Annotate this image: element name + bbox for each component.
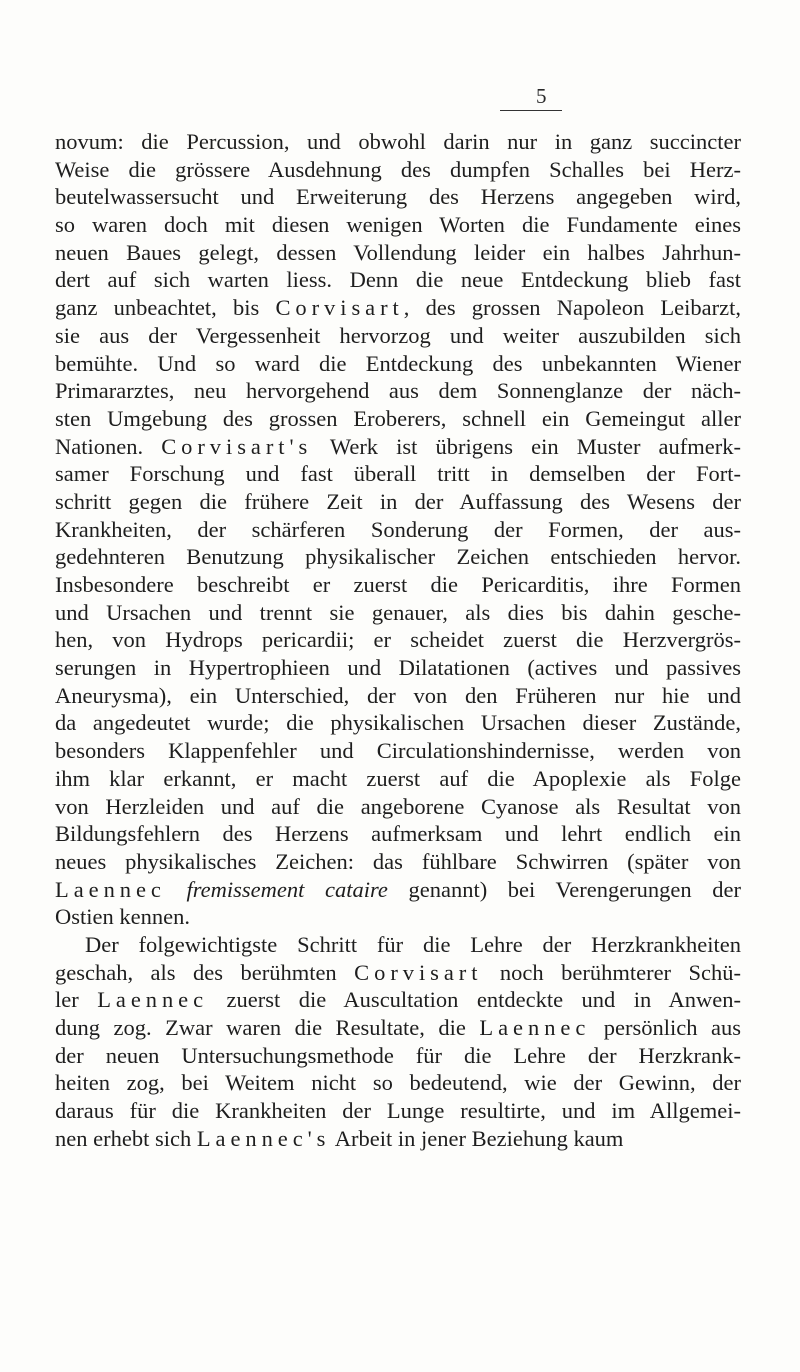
text-line xyxy=(55,1042,741,1070)
text-segment: , des grossen Napoleon Leibarzt, xyxy=(403,295,742,321)
text-line xyxy=(55,931,741,959)
person-name: Corvisart xyxy=(275,295,404,321)
text-line xyxy=(55,682,741,710)
text-segment: ganz unbeachtet, bis xyxy=(55,295,276,321)
text-segment: ihm klar erkannt, er macht zuerst auf die Apoplexie als Folge xyxy=(55,765,741,791)
text-line xyxy=(55,848,741,876)
text-segment: samer Forschung und fast überall tritt in demselben der Fort- xyxy=(55,461,741,487)
text-line xyxy=(55,793,741,821)
text-line xyxy=(55,433,741,461)
text-line xyxy=(55,654,741,682)
text-segment: heiten zog, bei Weitem nicht so bedeutend, wie der Gewinn, der xyxy=(55,1070,741,1096)
text-segment: serungen in Hypertrophieen und Dilatationen (actives und passives xyxy=(55,655,741,681)
text-line xyxy=(55,1097,741,1125)
text-segment: nen erhebt sich xyxy=(55,1125,197,1151)
text-line xyxy=(55,488,741,516)
text-segment: schritt gegen die frühere Zeit in der Auffassung des Wesens der xyxy=(55,488,741,514)
text-segment: dung zog. Zwar waren die Resultate, die xyxy=(55,1015,480,1040)
text-line xyxy=(55,266,741,294)
text-segment: Bildungsfehlern des Herzens aufmerksam und lehrt endlich ein xyxy=(55,821,741,847)
text-line xyxy=(55,239,741,267)
text-line xyxy=(55,183,741,211)
text-line xyxy=(55,959,741,987)
text-segment: und Ursachen und trennt sie genauer, als dies bis dahin gesche- xyxy=(55,599,741,625)
person-name: Laennec xyxy=(97,987,209,1013)
text-segment: Der folgewichtigste Schritt für die Lehre der Herzkrankheiten xyxy=(85,931,741,957)
text-line xyxy=(55,128,741,156)
text-line xyxy=(55,1069,741,1097)
text-line xyxy=(55,405,741,433)
text-line xyxy=(55,986,741,1014)
text-segment: Werk ist übrigens ein Muster aufmerk- xyxy=(312,433,741,459)
emphasis-text: fremissement cataire xyxy=(186,876,388,902)
text-line xyxy=(55,1014,741,1042)
text-segment: beutelwassersucht und Erweiterung des Herzens angegeben wird, xyxy=(55,184,741,210)
text-line xyxy=(55,460,741,488)
text-segment: noch berühmterer Schü- xyxy=(482,959,742,985)
text-line xyxy=(55,626,741,654)
text-line xyxy=(55,516,741,544)
text-segment: besonders Klappenfehler und Circulationshindernisse, werden von xyxy=(55,738,741,764)
text-line xyxy=(55,377,741,405)
text-segment: neues physikalisches Zeichen: das fühlbare Schwirren (später von xyxy=(55,848,741,874)
text-line xyxy=(55,543,741,571)
text-segment: genannt) bei Verengerungen der xyxy=(387,876,742,902)
text-segment: Weise die grössere Ausdehnung des dumpfen Schalles bei Herz- xyxy=(55,156,741,182)
text-segment: so waren doch mit diesen wenigen Worten die Fundamente eines xyxy=(55,212,741,238)
person-name: Laennec xyxy=(55,876,166,902)
text-segment: daraus für die Krankheiten der Lunge resultirte, und im Allgemei- xyxy=(55,1098,741,1124)
person-name: Laennec's xyxy=(196,1125,331,1151)
text-segment: sten Umgebung des grossen Eroberers, schnell ein Gemeingut aller xyxy=(55,405,741,431)
text-line xyxy=(55,350,741,378)
text-segment: Arbeit in jener Beziehung kaum xyxy=(330,1125,624,1151)
text-line xyxy=(55,156,741,184)
text-segment: da angedeutet wurde; die physikalischen Ursachen dieser Zustände, xyxy=(55,710,741,736)
text-segment: Nationen. xyxy=(55,433,162,459)
text-line xyxy=(55,1125,741,1153)
text-segment: dert auf sich warten liess. Denn die neue Entdeckung blieb fast xyxy=(55,267,741,293)
text-segment: Primararztes, neu hervorgehend aus dem Sonnenglanze der näch- xyxy=(55,378,741,404)
text-segment: bemühte. Und so ward die Entdeckung des unbekannten Wiener xyxy=(55,350,741,376)
text-segment: persönlich aus xyxy=(590,1015,741,1040)
text-line xyxy=(55,322,741,350)
text-line xyxy=(55,571,741,599)
text-segment: ler xyxy=(55,987,98,1013)
person-name: Laennec xyxy=(479,1015,591,1040)
text-line xyxy=(55,709,741,737)
person-name: Corvisart xyxy=(354,959,483,985)
text-segment: sie aus der Vergessenheit hervorzog und weiter auszubilden sich xyxy=(55,322,741,348)
text-line xyxy=(55,211,741,239)
text-segment: Ostien kennen. xyxy=(55,904,190,930)
header-rule xyxy=(500,110,562,111)
text-line xyxy=(55,903,741,931)
text-line xyxy=(55,599,741,627)
text-segment: novum: die Percussion, und obwohl darin nur in ganz succincter xyxy=(55,129,741,154)
text-line xyxy=(55,876,741,904)
text-segment: gedehnteren Benutzung physikalischer Zeichen entschieden hervor. xyxy=(55,544,741,570)
text-segment: Aneurysma), ein Unterschied, der von den Früheren nur hie und xyxy=(55,682,741,708)
text-line xyxy=(55,294,741,322)
text-segment: Krankheiten, der schärferen Sonderung der Formen, der aus- xyxy=(55,516,741,542)
page-number: 5 xyxy=(536,84,547,108)
text-segment xyxy=(166,877,187,902)
text-line xyxy=(55,820,741,848)
body-text xyxy=(55,128,741,1152)
text-segment: hen, von Hydrops pericardii; er scheidet zuerst die Herzvergrös- xyxy=(55,627,741,653)
text-segment: neuen Baues gelegt, dessen Vollendung leider ein halbes Jahrhun- xyxy=(55,239,741,265)
text-line xyxy=(55,765,741,793)
text-segment: Insbesondere beschreibt er zuerst die Pericarditis, ihre Formen xyxy=(55,572,741,597)
person-name: Corvisart's xyxy=(161,433,313,459)
text-segment: der neuen Untersuchungsmethode für die Lehre der Herzkrank- xyxy=(55,1042,741,1068)
text-segment: zuerst die Auscultation entdeckte und in Anwen- xyxy=(208,987,741,1013)
text-segment: geschah, als des berühmten xyxy=(55,959,355,985)
text-line xyxy=(55,737,741,765)
text-segment: von Herzleiden und auf die angeborene Cyanose als Resultat von xyxy=(55,793,741,819)
